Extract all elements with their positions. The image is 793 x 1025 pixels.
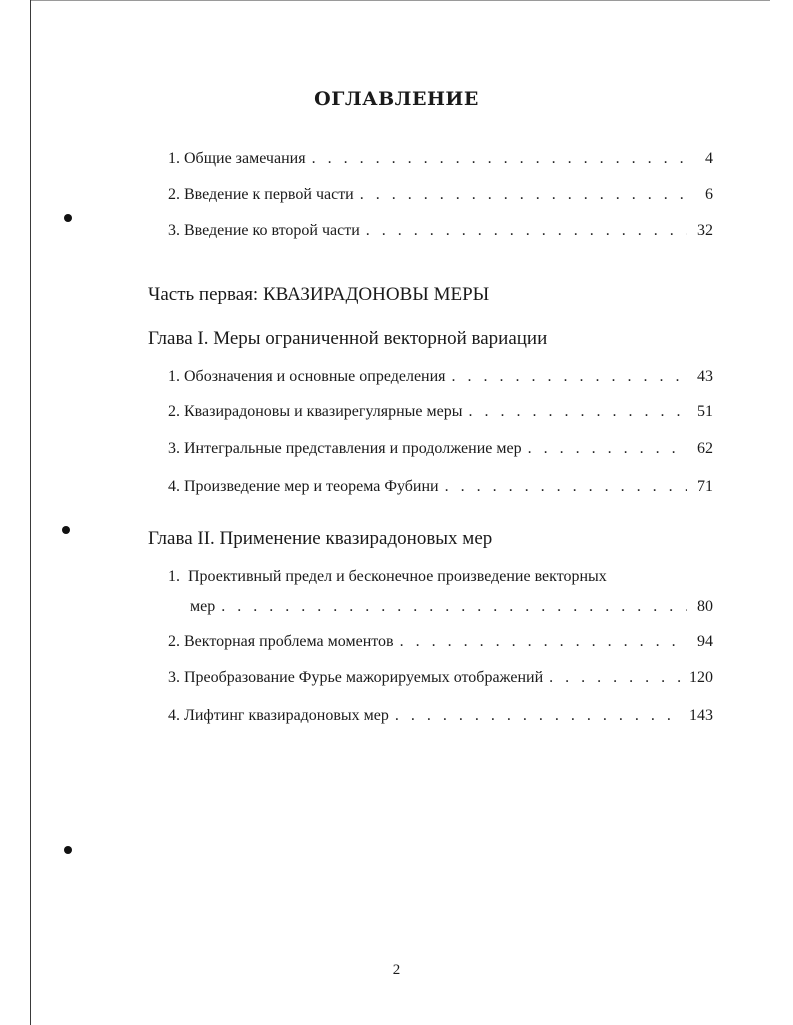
toc-entry-text: Квазирадоновы и квазирегулярные меры bbox=[184, 403, 463, 420]
page-title: ОГЛАВЛЕНИЕ bbox=[314, 88, 479, 110]
toc-entry-text: Общие замечания bbox=[184, 150, 306, 167]
toc-entry-page: 143 bbox=[689, 707, 713, 724]
toc-entry-ch2-4 bbox=[168, 707, 713, 725]
toc-entry-intro-2 bbox=[168, 186, 713, 204]
toc-leader-dots bbox=[360, 186, 687, 204]
toc-entry-ch1-3 bbox=[168, 440, 713, 458]
toc-leader-dots bbox=[528, 440, 687, 458]
toc-leader-dots bbox=[366, 222, 687, 240]
toc-entry-number: 2. bbox=[168, 186, 180, 203]
toc-leader-dots bbox=[395, 707, 683, 725]
toc-entry-page: 94 bbox=[697, 633, 713, 650]
toc-entry-page: 62 bbox=[697, 440, 713, 457]
toc-leader-dots bbox=[221, 598, 687, 616]
toc-entry-text: Преобразование Фурье мажорируемых отображений bbox=[184, 669, 544, 686]
scan-border-top bbox=[30, 0, 770, 7]
toc-entry-number: 1. bbox=[168, 368, 180, 385]
toc-entry-text: Введение к первой части bbox=[184, 186, 354, 203]
toc-entry-ch1-1 bbox=[168, 368, 713, 386]
toc-entry-ch2-1-line1 bbox=[168, 568, 607, 586]
toc-entry-text: Векторная проблема моментов bbox=[184, 633, 394, 650]
toc-leader-dots bbox=[468, 403, 687, 421]
toc-entry-page: 51 bbox=[697, 403, 713, 420]
toc-leader-dots bbox=[445, 478, 687, 496]
punch-hole-2 bbox=[62, 526, 70, 534]
toc-entry-number: 1. bbox=[168, 568, 180, 585]
toc-entry-number: 2. bbox=[168, 633, 180, 650]
toc-entry-page: 4 bbox=[705, 150, 713, 167]
toc-entry-number: 3. bbox=[168, 669, 180, 686]
toc-entry-number: 2. bbox=[168, 403, 180, 420]
toc-entry-ch1-4 bbox=[168, 478, 713, 496]
toc-entry-text-continued: мер bbox=[190, 598, 216, 615]
toc-entry-text: Проективный предел и бесконечное произведение векторных bbox=[188, 568, 607, 585]
toc-entry-text: Лифтинг квазирадоновых мер bbox=[184, 707, 389, 724]
toc-entry-ch2-2 bbox=[168, 633, 713, 651]
toc-entry-text: Интегральные представления и продолжение мер bbox=[184, 440, 522, 457]
punch-hole-3 bbox=[64, 846, 72, 854]
punch-hole-1 bbox=[64, 214, 72, 222]
toc-entry-ch1-2 bbox=[168, 403, 713, 421]
toc-entry-intro-1 bbox=[168, 150, 713, 168]
toc-entry-page: 80 bbox=[697, 598, 713, 615]
chapter-heading-1: Глава I. Меры ограниченной векторной вариации bbox=[148, 328, 548, 349]
toc-entry-intro-3 bbox=[168, 222, 713, 240]
toc-leader-dots bbox=[549, 669, 683, 687]
page-number: 2 bbox=[392, 962, 401, 978]
toc-entry-number: 4. bbox=[168, 707, 180, 724]
toc-entry-page: 6 bbox=[705, 186, 713, 203]
toc-entry-page: 120 bbox=[689, 669, 713, 686]
toc-entry-text: Обозначения и основные определения bbox=[184, 368, 446, 385]
toc-entry-number: 3. bbox=[168, 440, 180, 457]
chapter-heading-2: Глава II. Применение квазирадоновых мер bbox=[148, 528, 493, 549]
part-heading: Часть первая: КВАЗИРАДОНОВЫ МЕРЫ bbox=[148, 284, 490, 305]
toc-leader-dots bbox=[400, 633, 687, 651]
toc-entry-text: Введение ко второй части bbox=[184, 222, 360, 239]
toc-leader-dots bbox=[452, 368, 687, 386]
toc-entry-number: 4. bbox=[168, 478, 180, 495]
toc-entry-ch2-1-line2 bbox=[190, 598, 713, 616]
toc-entry-number: 3. bbox=[168, 222, 180, 239]
toc-entry-ch2-3 bbox=[168, 669, 713, 687]
toc-entry-page: 71 bbox=[697, 478, 713, 495]
toc-entry-page: 43 bbox=[697, 368, 713, 385]
toc-leader-dots bbox=[312, 150, 687, 168]
toc-entry-number: 1. bbox=[168, 150, 180, 167]
toc-entry-page: 32 bbox=[697, 222, 713, 239]
scan-border-left bbox=[30, 0, 31, 1025]
toc-entry-text: Произведение мер и теорема Фубини bbox=[184, 478, 439, 495]
